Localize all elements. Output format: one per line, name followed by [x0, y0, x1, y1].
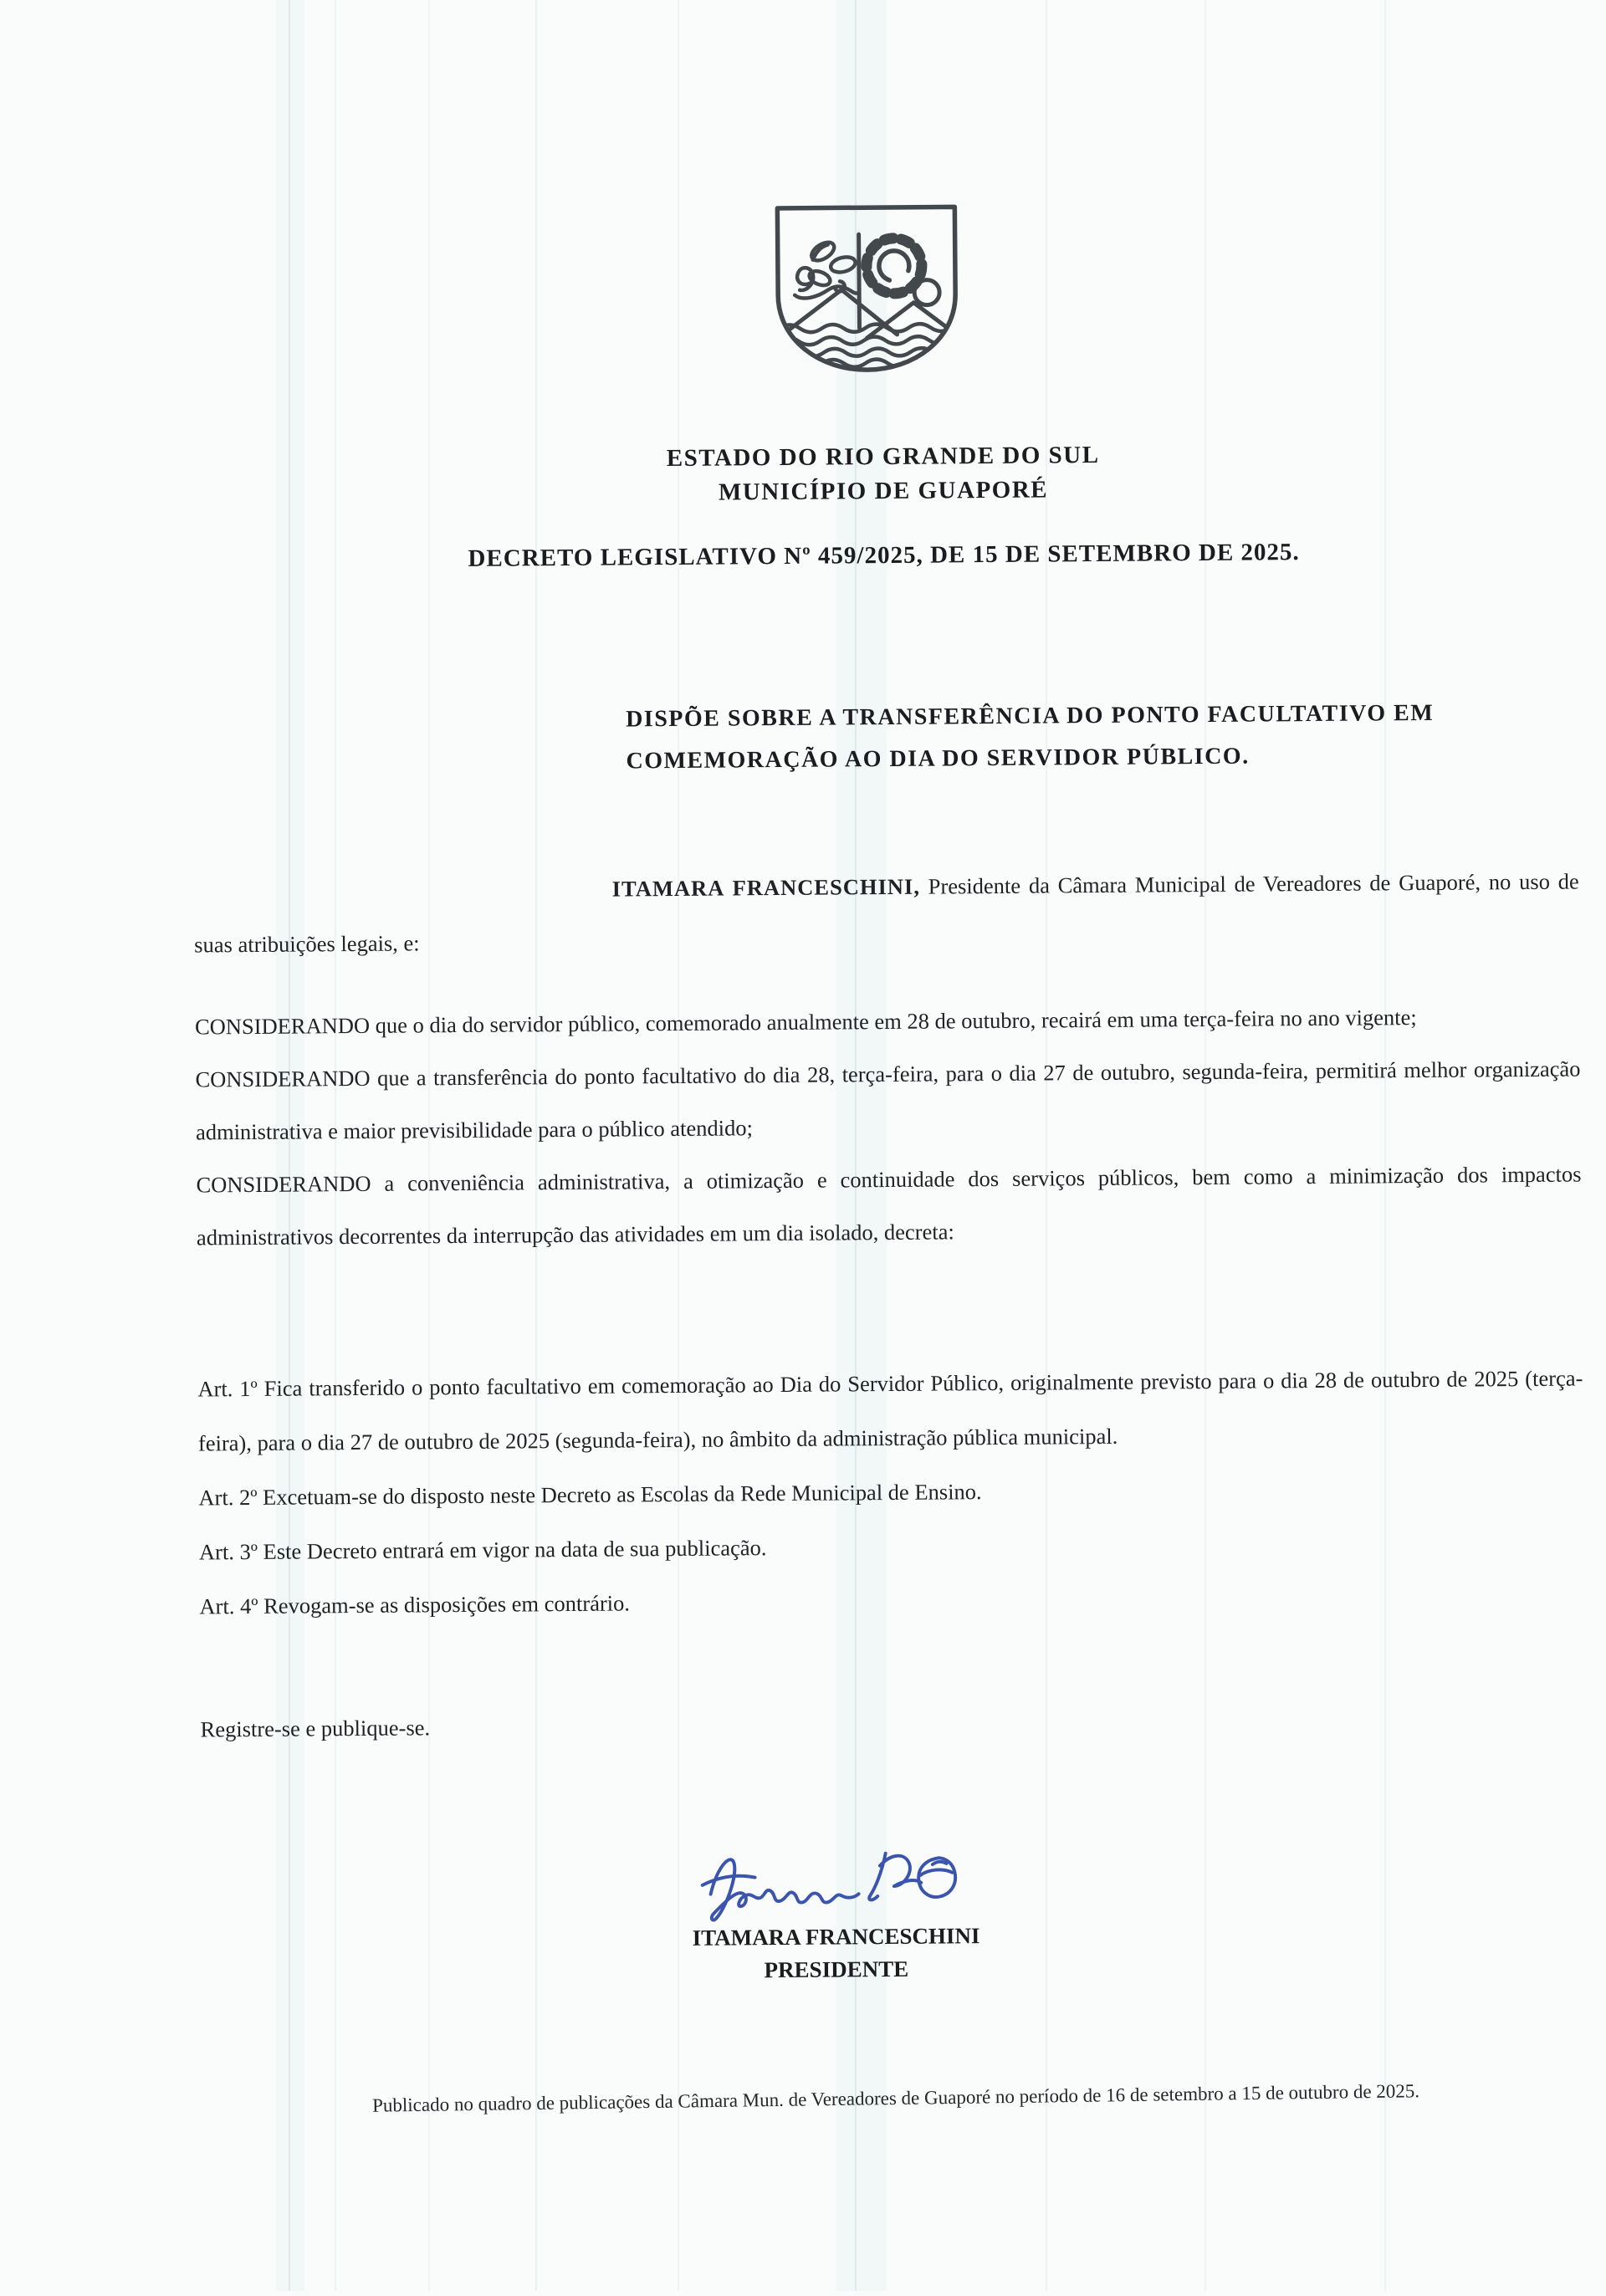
document-sheet	[187, 0, 1589, 2296]
articles-block	[197, 1351, 1585, 1634]
consideration-paragraph: CONSIDERANDO que o dia do servidor público, comemorado anualmente em 28 de outubro, recairá em uma terça-feira no ano vigente;	[194, 1005, 1417, 1040]
consideration-paragraph: CONSIDERANDO que a transferência do ponto facultativo do dia 28, terça-feira, para o dia 27 de outubro, segunda-feira, permitirá melhor organização administrativa e maior previsibilidade para o público atendido;	[195, 1056, 1581, 1145]
signer-name: ITAMARA FRANCESCHINI	[692, 1923, 980, 1951]
coat-of-arms-icon	[769, 200, 964, 379]
header-state: ESTADO DO RIO GRANDE DO SUL	[666, 441, 1100, 473]
president-name-inline: ITAMARA FRANCESCHINI,	[611, 873, 921, 902]
closing-line: Registre-se e publique-se.	[200, 1715, 431, 1742]
signature-block	[585, 1919, 1087, 1988]
publication-note: Publicado no quadro de publicações da Câmara Mun. de Vereadores de Guaporé no período de 16 de setembro a 15 de outubro de 2025.	[371, 2080, 1420, 2116]
document-header	[191, 435, 1577, 514]
preamble-text: Presidente da Câmara Municipal de Vereadores de Guaporé, no uso de suas atribuições legais, e:	[194, 867, 1579, 958]
article-paragraph: Art. 4º Revogam-se as disposições em contrário.	[199, 1590, 631, 1619]
considerations-block	[195, 989, 1582, 1264]
article-paragraph: Art. 3º Este Decreto entrará em vigor na data de sua publicação.	[198, 1535, 767, 1565]
header-municipality: MUNICÍPIO DE GUAPORÉ	[718, 476, 1049, 506]
decree-title: DECRETO LEGISLATIVO Nº 459/2025, DE 15 DE SETEMBRO DE 2025.	[468, 539, 1300, 572]
signer-role: PRESIDENTE	[764, 1956, 909, 1983]
article-paragraph: Art. 1º Fica transferido o ponto facultativo em comemoração ao Dia do Servidor Público, originalmente previsto para o dia 28 de outubro de 2025 (terça-feira), para o dia 27 de outubro de 2025 (segunda-feira), no âmbito da administração pública municipal.	[197, 1365, 1583, 1456]
article-paragraph: Art. 2º Excetuam-se do disposto neste Decreto as Escolas da Rede Municipal de Ensino.	[198, 1479, 982, 1511]
preamble-paragraph	[193, 855, 1579, 971]
consideration-paragraph: CONSIDERANDO a conveniência administrativa, a otimização e continuidade dos serviços públicos, bem como a minimização dos impactos administrativos decorrentes da interrupção das atividades em um dia isolado, decreta:	[196, 1161, 1582, 1250]
decree-subject: DISPÕE SOBRE A TRANSFERÊNCIA DO PONTO FACULTATIVO EM COMEMORAÇÃO AO DIA DO SERVIDOR PÚBLICO.	[626, 699, 1435, 775]
